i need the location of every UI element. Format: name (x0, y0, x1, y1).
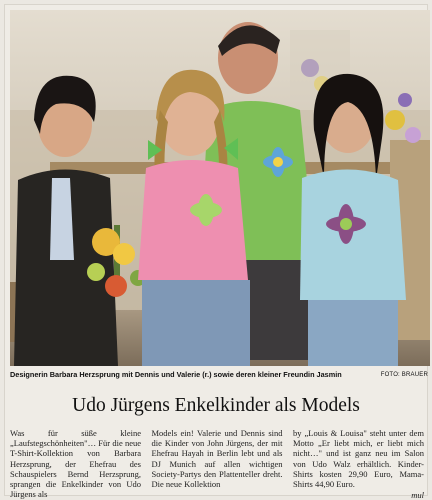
newspaper-clipping (4, 4, 428, 496)
family-photo-illustration (10, 10, 430, 366)
author-signature: mul (411, 490, 424, 500)
column-text: Models ein! Valerie und Dennis sind die Kinder von John Jürgens, der mit Ehefrau Hayah in Berlin lebt und als DJ Munich auf allen wichtigen Society-Partys den Plattenteller dreht. Die neue Kollektion (151, 428, 283, 490)
caption-text: Designerin Barbara Herzsprung mit Dennis und Valerie (r.) sowie deren kleiner Freundin Jasmin (10, 370, 342, 379)
article-column-2 (152, 428, 283, 494)
column-text: Was für süße kleine „Laufstegschönheiten"… Für die neue T-Shirt-Kollektion von Barbara Herzsprung, der Ehefrau des Schauspielers Bernd Herzsprung, sprangen die Enkelkinder von Udo Jürgens als (10, 428, 141, 500)
photo-credit: FOTO: BRAUER (380, 372, 428, 378)
article-column-3 (293, 428, 424, 500)
article-column-1 (10, 428, 141, 500)
article-body (10, 428, 424, 500)
photo-caption (10, 368, 430, 382)
article-headline: Udo Jürgens Enkelkinder als Models (72, 395, 360, 416)
column-text: by „Louis & Louisa" steht unter dem Motto „Er liebt mich, er liebt mich nicht…" und ist ganz neu im Salon von Udo Walz erhältlich. Kinder-Shirts kosten 29,90 Euro, Mama-Shirts 44,90 Euro. (293, 428, 424, 490)
article-photo (10, 10, 430, 366)
